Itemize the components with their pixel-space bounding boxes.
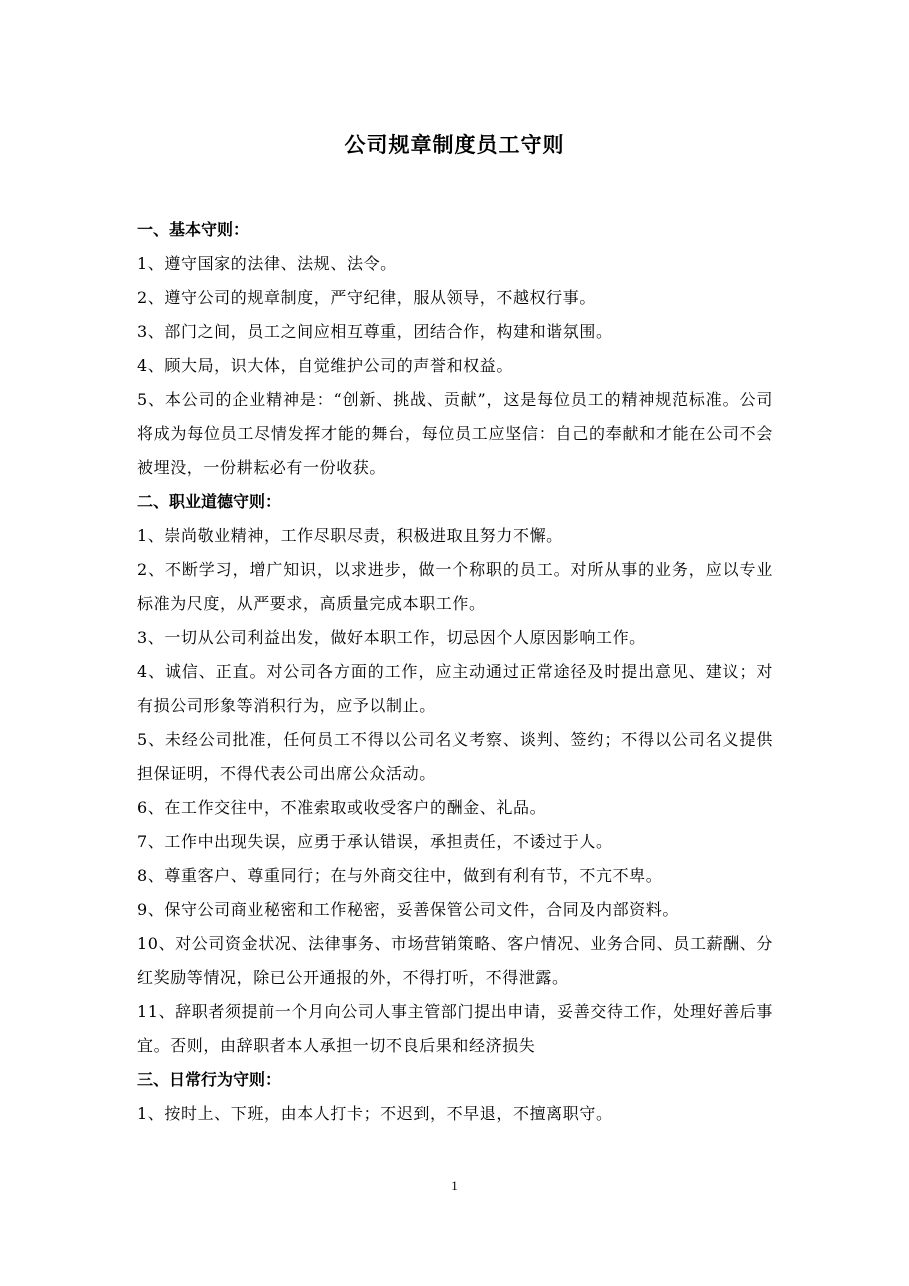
- section-heading: 一、基本守则：: [137, 220, 250, 239]
- rule-item: 11、辞职者须提前一个月向公司人事主管部门提出申请，妥善交待工作，处理好善后事宜。否则，由辞职者本人承担一切不良后果和经济损失: [137, 1002, 773, 1055]
- rule-item: 2、遵守公司的规章制度，严守纪律，服从领导，不越权行事。: [137, 288, 596, 307]
- rule-item: 1、遵守国家的法律、法规、法令。: [137, 254, 397, 273]
- section-basic-rules: [137, 213, 773, 485]
- section-ethics-rules: [137, 485, 773, 1063]
- rule-item: 5、未经公司批准，任何员工不得以公司名义考察、谈判、签约；不得以公司名义提供担保证明，不得代表公司出席公众活动。: [137, 730, 773, 783]
- page-number: 1: [451, 1178, 458, 1193]
- section-daily-conduct-rules: [137, 1063, 773, 1131]
- rule-item: 10、对公司资金状况、法律事务、市场营销策略、客户情况、业务合同、员工薪酬、分红奖励等情况，除已公开通报的外，不得打听，不得泄露。: [137, 934, 773, 987]
- rule-item: 4、诚信、正直。对公司各方面的工作，应主动通过正常途径及时提出意见、建议；对有损公司形象等消积行为，应予以制止。: [137, 662, 773, 715]
- rule-item: 7、工作中出现失误，应勇于承认错误，承担责任，不诿过于人。: [137, 832, 613, 851]
- rule-item: 5、本公司的企业精神是：“创新、挑战、贡献”，这是每位员工的精神规范标准。公司将成为每位员工尽情发挥才能的舞台，每位员工应坚信：自己的奉献和才能在公司不会被埋没，一份耕耘必有一份收获。: [137, 390, 773, 477]
- rule-item: 8、尊重客户、尊重同行；在与外商交往中，做到有利有节，不亢不卑。: [137, 866, 663, 885]
- section-heading: 二、职业道德守则：: [137, 492, 282, 511]
- rule-item: 4、顾大局，识大体，自觉维护公司的声誉和权益。: [137, 356, 513, 375]
- rule-item: 9、保守公司商业秘密和工作秘密，妥善保管公司文件，合同及内部资料。: [137, 900, 679, 919]
- document-title: 公司规章制度员工守则: [344, 132, 565, 157]
- section-heading: 三、日常行为守则：: [137, 1070, 282, 1089]
- document-body: [137, 213, 773, 1131]
- rule-item: 6、在工作交往中，不准索取或收受客户的酬金、礼品。: [137, 798, 547, 817]
- rule-item: 3、部门之间，员工之间应相互尊重，团结合作，构建和谐氛围。: [137, 322, 613, 341]
- rule-item: 2、不断学习，增广知识，以求进步，做一个称职的员工。对所从事的业务，应以专业标准为尺度，从严要求，高质量完成本职工作。: [137, 560, 773, 613]
- rule-item: 3、一切从公司利益出发，做好本职工作，切忌因个人原因影响工作。: [137, 628, 646, 647]
- rule-item: 1、按时上、下班，由本人打卡；不迟到，不早退，不擅离职守。: [137, 1104, 613, 1123]
- rule-item: 1、崇尚敬业精神，工作尽职尽责，积极进取且努力不懈。: [137, 526, 563, 545]
